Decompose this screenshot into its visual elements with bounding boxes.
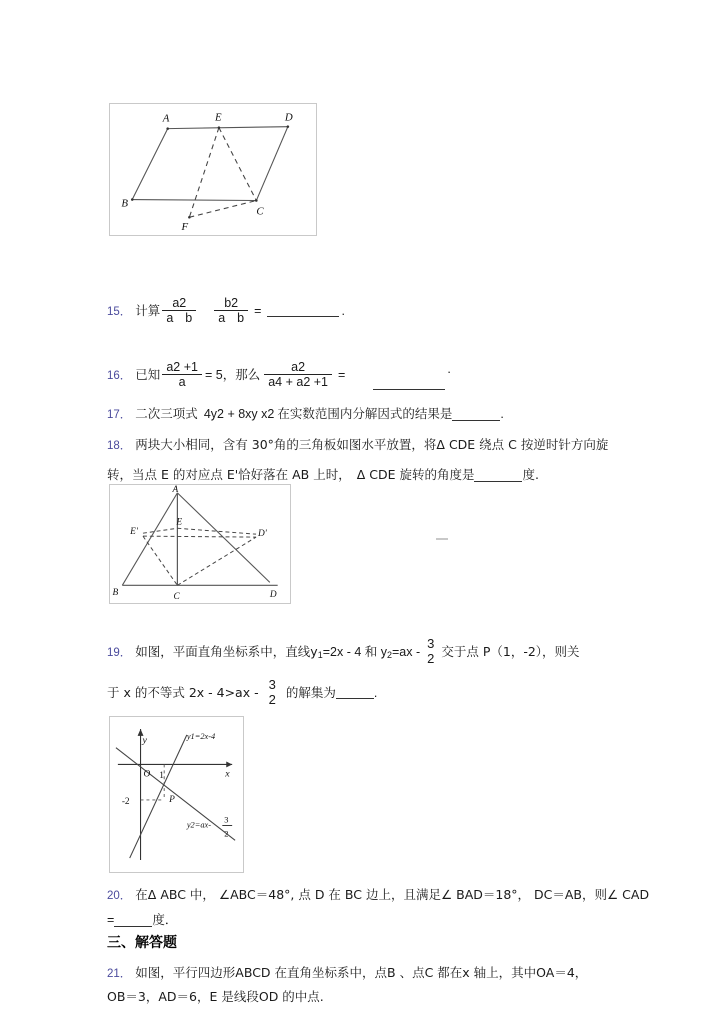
q20-answer-blank[interactable] [114,914,152,927]
question-20-line-1: 在Δ ABC 中， ∠ABC＝48°, 点 D 在 BC 边上，且满足∠ BAD＝18°， DC＝AB，则∠ CAD [135,887,650,902]
question-21-line-2-row [107,988,324,1006]
svg-text:C: C [256,205,264,218]
question-19-line-2b: 的解集为 [285,684,336,700]
question-16-number: 16． [107,369,132,382]
svg-text:E': E' [130,527,138,538]
q16-equals: = [338,367,346,382]
question-20-line-2a: = [107,913,115,927]
question-15 [107,296,345,326]
q15-period: . [341,303,345,318]
q17-answer-blank[interactable] [452,408,500,421]
svg-text:D: D [269,590,277,601]
q19-frac-denominator: 2 [427,650,435,666]
svg-text:D: D [284,111,293,124]
figure-parallelogram-abcd [109,103,317,236]
q19-frac2-numerator: 3 [268,677,276,692]
q19-answer-blank[interactable] [336,686,374,699]
question-19-fraction-2 [265,678,280,708]
svg-text:x: x [225,768,230,780]
q15-frac2-numerator: b2 [224,296,239,310]
q19-period: . [373,685,378,700]
question-18 [107,436,608,454]
q16-comma: ， [222,366,236,382]
question-15-fraction-2 [214,296,248,326]
question-20 [107,886,649,904]
svg-text:y: y [142,734,147,746]
q15-frac2-den-right: b [237,311,245,326]
q15-frac1-den-right: b [185,311,193,326]
q15-frac1-numerator: a2 [172,296,187,310]
q16-target-numerator: a2 [291,360,306,374]
q15-equals: = [254,303,262,318]
question-18-line-2b: Δ CDE 旋转的角度是 [356,467,475,482]
svg-text:B: B [112,588,119,599]
q16-given-equals: = 5 [204,367,223,382]
svg-text:2: 2 [224,829,229,839]
svg-text:P: P [169,794,175,805]
svg-text:3: 3 [224,815,229,825]
svg-text:y1=2x-4: y1=2x-4 [186,731,216,741]
q18-answer-blank[interactable] [474,469,522,482]
svg-text:A: A [172,485,179,495]
svg-text:-2: -2 [121,796,130,807]
q16-then: 那么 [235,366,261,382]
question-20-line-2-row [107,911,177,929]
q16-answer-blank[interactable] [373,377,445,390]
svg-text:y2=ax-: y2=ax- [186,820,212,830]
q15-frac1-denominator [162,310,196,325]
svg-text:F: F [181,221,189,234]
question-19-line-1a: 如图，平面直角坐标系中，直线y [135,643,318,659]
figure-coordinate-plane [109,716,244,873]
question-19-number: 19． [107,646,132,659]
svg-text:E: E [176,517,183,528]
question-19-line-2a: 于 x 的不等式 2x - 4>ax - [107,684,259,700]
q19-frac2-denominator: 2 [268,691,276,707]
q16-given-denominator: a [162,374,202,389]
question-19-sub-1: 1 [317,650,323,661]
question-19 [107,637,580,667]
q15-frac1-den-left: a [166,311,174,326]
question-20-number: 20． [107,890,132,903]
svg-text:1: 1 [159,771,164,782]
figure-set-squares [109,484,291,604]
question-15-stem: 计算 [135,302,161,318]
question-15-number: 15． [107,305,132,318]
question-19-sub-2: 2 [386,650,392,661]
q15-frac2-denominator [214,310,248,325]
question-21-number: 21． [107,968,132,981]
question-20-line-2b: 度． [152,912,178,927]
question-19-fraction [423,637,438,667]
question-18-line-2-row [107,466,539,484]
svg-text:C: C [173,592,180,603]
question-18-line-1: 两块大小相同，含有 30°角的三角板如图水平放置，将Δ CDE 绕点 C 按逆时针方向旋 [135,437,609,452]
stray-dash-mark [436,538,448,540]
question-15-fraction-1 [162,296,196,326]
question-16-given-fraction [162,360,202,390]
question-21-line-1: 如图，平行四边形ABCD 在直角坐标系中，点B 、点C 都在x 轴上，其中OA＝4， [135,965,588,980]
q16-period: . [447,361,451,376]
question-21 [107,964,587,982]
question-21-line-2: OB＝3，AD＝6，E 是线段OD 的中点. [107,989,324,1004]
svg-text:B: B [121,197,129,210]
question-19-line-1b: =2x - 4 和 y [322,644,387,659]
question-16 [107,360,451,390]
question-16-target-fraction [264,360,332,390]
q19-frac-numerator: 3 [427,636,435,651]
question-19-line-2-row [107,678,377,708]
question-17-text-before: 二次三项式 [135,406,198,421]
q17-period: . [500,407,504,421]
q16-given-numerator: a2 +1 [166,360,198,374]
q16-target-denominator: a4 + a2 +1 [264,374,332,389]
question-19-line-1d: 交于点 P（1，-2），则关 [441,643,580,659]
svg-text:E: E [214,111,222,124]
question-17 [107,405,504,423]
q15-frac2-den-left: a [218,311,226,326]
q15-answer-blank[interactable] [267,304,339,317]
question-17-expression: 4y2 + 8xy x2 [203,407,275,421]
svg-text:A: A [162,112,170,125]
svg-text:O: O [143,769,151,780]
question-16-stem: 已知 [135,366,161,382]
question-19-line-1c: =ax - [392,644,421,659]
question-17-text-after: 在实数范围内分解因式的结果是 [277,406,453,421]
svg-text:D': D' [258,529,267,540]
question-18-number: 18． [107,440,132,453]
question-17-number: 17． [107,409,132,422]
section-heading-3: 三、解答题 [107,935,177,951]
question-18-line-2a: 转，当点 E 的对应点 E'恰好落在 AB 上时， [107,467,351,482]
question-18-line-2c: 度. [522,467,539,482]
